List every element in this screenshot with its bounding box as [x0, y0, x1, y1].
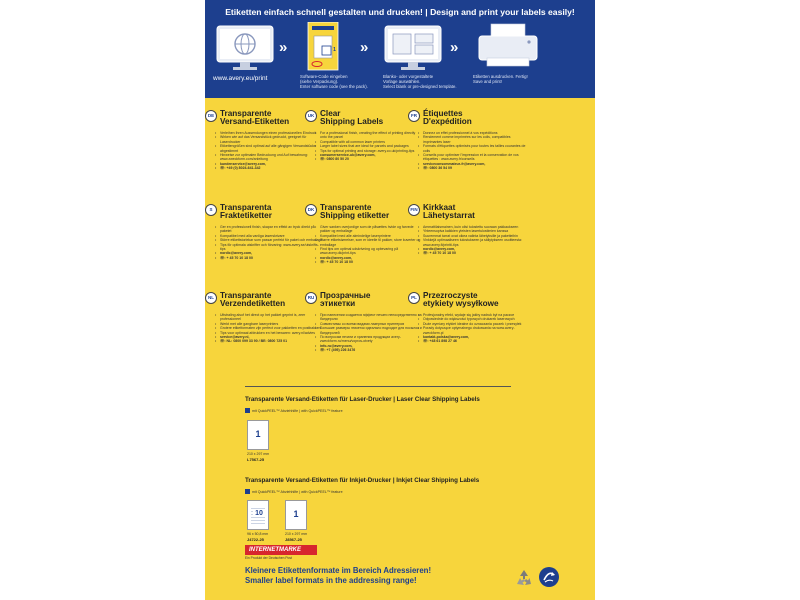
chevron-right-icon: »	[450, 39, 459, 56]
lang-title: Прозрачные этикетки	[320, 291, 371, 309]
lang-badge: RU	[305, 292, 317, 304]
step-template	[383, 22, 443, 72]
feature-list: • Profesjonalny efekt, wydaje się jakby nadruk był na paczce • Odpowiednie do większości typowych drukarek laserowych • Duże wymiary etykiet idealne do oznaczania paczek i przesyłek • Porady dotyczące optymalnego drukowania na www.avery-zweckform.pl • kontakt-polska@avery.com, • ☏: +48 61 898 27 46	[418, 313, 526, 344]
label-pack-icon	[300, 22, 350, 74]
footer-line-de: Kleinere Etikettenformate im Bereich Adressieren!	[245, 566, 432, 575]
feature-list: • Giver sanken overjordige som de påsættes hvide og farvede pakker og emballage • Kompatibel med alle almindelige laserprintere • Større etiketstørrelser, som er ideelle til pakker, store kuverter og emballage • Find tips om optimal udskrivning og opbevaring på www.avery.dk/print-tips • nordic@avery.com, • ☏: + 45 70 10 18 00	[315, 225, 423, 265]
lang-badge: S	[205, 204, 217, 216]
feature-list: • Verleihen Ihren Aussendungen einen professionellen Eindruck • Wirken wie auf das Versandstück gedruckt, geeignet für Laserdrucker • Etikettengrößen sind optimal auf alle gängigen Versandstücke abgestimmt • Hinweise zur optimalen Bedruckung und Auf bewahrung: www.zweckform.com/anleitung • kundenservice@avery.com, • ☏: +49 (0) 8024-641-342	[215, 131, 323, 171]
product-leaflet	[205, 0, 595, 600]
lang-badge: DE	[205, 110, 217, 122]
feature-list: • Uitstraling alsof het direct op het pakket geprint is, zeer professioneel • Werkt met alle gangbare laserprinters • Grotere etiketformaten zijn perfect voor pakketten en postbakken • Tips voor optimaal afdrukken en het bewaren: avery.nl/advies • service@avery.nl, • ☏: NL: 0800 099 33 90 / BE: 0800 725 01	[215, 313, 323, 344]
feature-list: • Ammattilaismainen, kuin olisi tulostettu suoraan pakkaukseen • Yhteensopiva kaikkien yleisten lasertulostimien kanssa • Suuremmat tarrat ovat oikea valinta lähetyksille ja paketteihin • Vinkkejä optimaaliseen tulostukseen ja säilytykseen osoitteesta: www.avery.fi/printti-tips • nordic@avery.com, • ☏: + 45 70 10 18 00	[418, 225, 526, 256]
feature-list: • For a professional finish, creating the effect of printing directly onto the parcel • Compatible with all common laser printers • Larger label sizes that are ideal for parcels and packages • Tips for optimal printing and storage: avery.co.uk/printing-tips • consumerservice-uk@avery.com, • ☏: 0800 80 50 20	[315, 131, 423, 162]
step-software-code	[300, 22, 350, 72]
inkjet-section-title: Transparente Versand-Etiketten für Inkjet-Drucker | Inkjet Clear Shipping Labels	[245, 477, 480, 484]
lang-title: Transparante Verzendetiketten	[220, 291, 286, 309]
laser-quickpeel-note: mit QuickPEEL™ Abziehhilfe | with QuickPEEL™ feature	[245, 408, 343, 413]
chevron-right-icon: »	[279, 39, 288, 56]
header-banner	[205, 0, 595, 98]
lang-title: Kirkkaat Lähetystarrat	[423, 203, 475, 221]
step-monitor-globe	[215, 22, 275, 72]
feature-list: • При нанесении создается эффект печати непосредственно на бандероли • Совместимы со всеми видами лазерных принтеров • Большие размеры этикеток идеально подходят для посылок и бандеролей • По вопросам печати и хранения продукции avery-zweckform.ru/menu/vopros-otvety • info-ru@avery.com, • ☏: +7 (495) 226 3476	[315, 313, 423, 353]
footer-line-en: Smaller label formats in the addressing range!	[245, 576, 417, 585]
avery-url: www.avery.eu/print	[213, 75, 268, 82]
banner-title: Etiketten einfach schnell gestalten und drucken! | Design and print your labels easily!	[225, 7, 575, 17]
lang-badge: UK	[305, 110, 317, 122]
chevron-right-icon: »	[360, 39, 369, 56]
lang-title: Clear Shipping Labels	[320, 109, 384, 127]
pack-label-number: 1	[333, 47, 336, 53]
product-dims: 210 x 297 mm	[285, 532, 308, 536]
product-dims: 210 x 297 mm	[247, 452, 270, 456]
monitor-globe-icon	[215, 22, 275, 72]
quickpeel-icon	[245, 408, 250, 413]
step4-caption: Etiketten ausdrucken. Fertig! Save and print!	[473, 74, 528, 85]
lang-title: Transparenta Fraktetiketter	[220, 203, 272, 221]
step3-caption: Blanko- oder vorgestaltete Vorlage auswählen. Select blank or pre-designed template.	[383, 74, 457, 90]
step2-caption: Software-Code eingeben (siehe Verpackung). Enter software code (see the pack).	[300, 74, 368, 90]
step-print	[473, 22, 543, 72]
feature-list: • Ger en professionell finish, skapar en effekt av tryck direkt på paketet • Kompatibel med alla vanliga laserskrivare • Större etikettstorlekar som passar perfekt för paket och emballage • Tips för optimala utskrifter och förvaring: www.avery.se/utskrifts-tips • nordic@avery.com, • ☏: + 45 70 10 18 00	[215, 225, 323, 260]
lang-badge: NL	[205, 292, 217, 304]
product-code: L7567-25	[247, 457, 265, 462]
laser-section-title: Transparente Versand-Etiketten für Laser-Drucker | Laser Clear Shipping Labels	[245, 396, 480, 403]
product-code: J4722-25	[247, 537, 264, 542]
product-sheet-j4722: 10	[247, 500, 269, 530]
feature-list: • Donnez un effet professionnel à vos expéditions • Rendement comme imprimées sur les colis, compatibles imprimantes laser • Formats d'étiquettes optimisés pour toutes les tailles courantes de colis • Conseils pour optimiser l'impression et la conservation de vos étiquettes : www.avery.fr/conseils • serviceconsommateur-fr@avery.com, • ☏: 0800 36 54 09	[418, 131, 526, 171]
lang-badge: DK	[305, 204, 317, 216]
lang-badge: FIN	[408, 204, 420, 216]
product-code: J8567-25	[285, 537, 302, 542]
inkjet-quickpeel-note: mit QuickPEEL™ Abziehhilfe | with QuickPEEL™ feature	[245, 489, 343, 494]
lang-title: Transparente Versand-Etiketten	[220, 109, 290, 127]
section-divider	[245, 386, 511, 387]
recycle-icon	[514, 568, 534, 588]
internetmarke-logo: INTERNETMARKE	[245, 545, 317, 555]
lang-badge: PL	[408, 292, 420, 304]
printer-icon	[473, 22, 543, 72]
product-sheet-l7567: 1	[247, 420, 269, 450]
lang-title: Transparente Shipping etiketter	[320, 203, 390, 221]
lang-title: Étiquettes D'expédition	[423, 109, 472, 127]
lang-badge: FR	[408, 110, 420, 122]
product-sheet-j8567: 1	[285, 500, 307, 530]
quickpeel-logo-icon	[538, 566, 560, 588]
monitor-template-icon	[383, 22, 443, 72]
product-dims: 96 x 50,8 mm	[247, 532, 269, 536]
lang-title: Przezroczyste etykiety wysyłkowe	[423, 291, 499, 309]
internetmarke-subtitle: Ein Produkt der Deutschen Post	[245, 556, 292, 560]
quickpeel-icon	[245, 489, 250, 494]
